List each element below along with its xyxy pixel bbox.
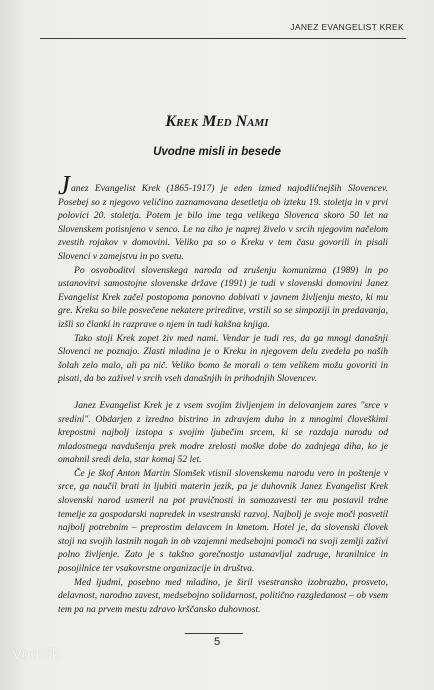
footer-rule: [185, 633, 243, 634]
paragraph-5: Če je škof Anton Martin Slomšek vtisnil slovenskemu narodu vero in poštenje v srce, ga naučil brati in ljubiti materin jezik, pa je duhovnik Janez Evangelist Krek slovenski narod usmeril na pot pravičnosti in samozavesti ter mu postavil trdne temelje za gospodarski napredek in vsestranski razvoj. Najbolj je svoje moči posvetil najbolj potrebnim – preprostim delavcem in kmetom. Hotel je, da slovenski človek stoji na svojih lastnih nogah in ob vzajemni medsebojni pomoči na svoji zemlji zaživi polno življenje. Zato je s takšno gorečnostjo ustanavljal zadruge, hranilnice in posojilnice ter vsakovrstne organizacije in društva.: [58, 467, 388, 575]
paragraph-3: Tako stoji Krek zopet živ med nami. Vendar je tudi res, da ga mnogi današnji Slovenci ne poznajo. Zlasti mladina je o Kreku in njegovem delu zvedela po naših šolah zelo malo, ali pa nič. Veliko bomo še morali o tem velikem možu govoriti in pisati, da bo zaživel v srcih vseh današnjih in prihodnjih Slovencev.: [58, 332, 388, 385]
watermark-logo: Vodnik: [12, 646, 61, 663]
chapter-title: Krek Med Nami: [165, 113, 269, 130]
chapter-subtitle: Uvodne misli in besede: [153, 146, 281, 158]
paragraph-6: Med ljudmi, posebno med mladino, je širil vsestransko izobrazbo, prosveto, delavnost, narodno zavest, medsebojno solidarnost, politično razgledanost – ob vsem tem pa na prvem mestu zdravo krščansko duhovnost.: [58, 576, 388, 615]
paragraph-1: [58, 170, 388, 264]
drop-initial: J: [58, 170, 70, 200]
header-rule: [40, 38, 406, 39]
body-text: [58, 170, 388, 616]
running-head: JANEZ EVANGELIST KREK: [290, 22, 404, 32]
paragraph-2: Po osvoboditvi slovenskega naroda od zrušenju komunizma (1989) in po ustanovitvi samostojne slovenske države (1991) je tudi v slovenski domovini Janez Evangelist Krek začel postopoma ponovno dobivati v javnem življenju mesto, ki mu gre. Kreku so bile posvečene nekatere prireditve, vrstili so se simpoziji in predavanja, izšli so članki in razprave o njem in tudi kakšna knjiga.: [58, 264, 388, 330]
page-number: 5: [213, 636, 221, 648]
paragraph-1-text: anez Evangelist Krek (1865-1917) je eden izmed najodličnejših Slovencev. Posebej so z njegovo veličino zaznamovana desetletja ob izteku 19. stoletja in v prvi polovici 20. stoletja. Potem je bilo ime tega velikega Slovenca skoro 50 let na Slovenskem potisnjeno v senco. Le na tiho je naprej živelo v srcih njegovim načelom zvestih rojakov v domovini. Veliko pa so o Kreku v tem času govorili in pisali Slovenci v zamejstvu in po svetu.: [58, 183, 388, 262]
paragraph-4: Janez Evangelist Krek je z vsem svojim življenjem in delovanjem zares "srce v sredini". Obdarjen z izredno bistrino in zdravjem duha in z mnogimi človeškimi krepostmi najbolj izstopa s svojim ljubečim srcem, ki se razdaja narodu od mladostnega navdušenja prek modre zrelosti moške dobe do zadnjega diha, ko je omahnil sredi dela, star komaj 52 let.: [58, 399, 388, 466]
